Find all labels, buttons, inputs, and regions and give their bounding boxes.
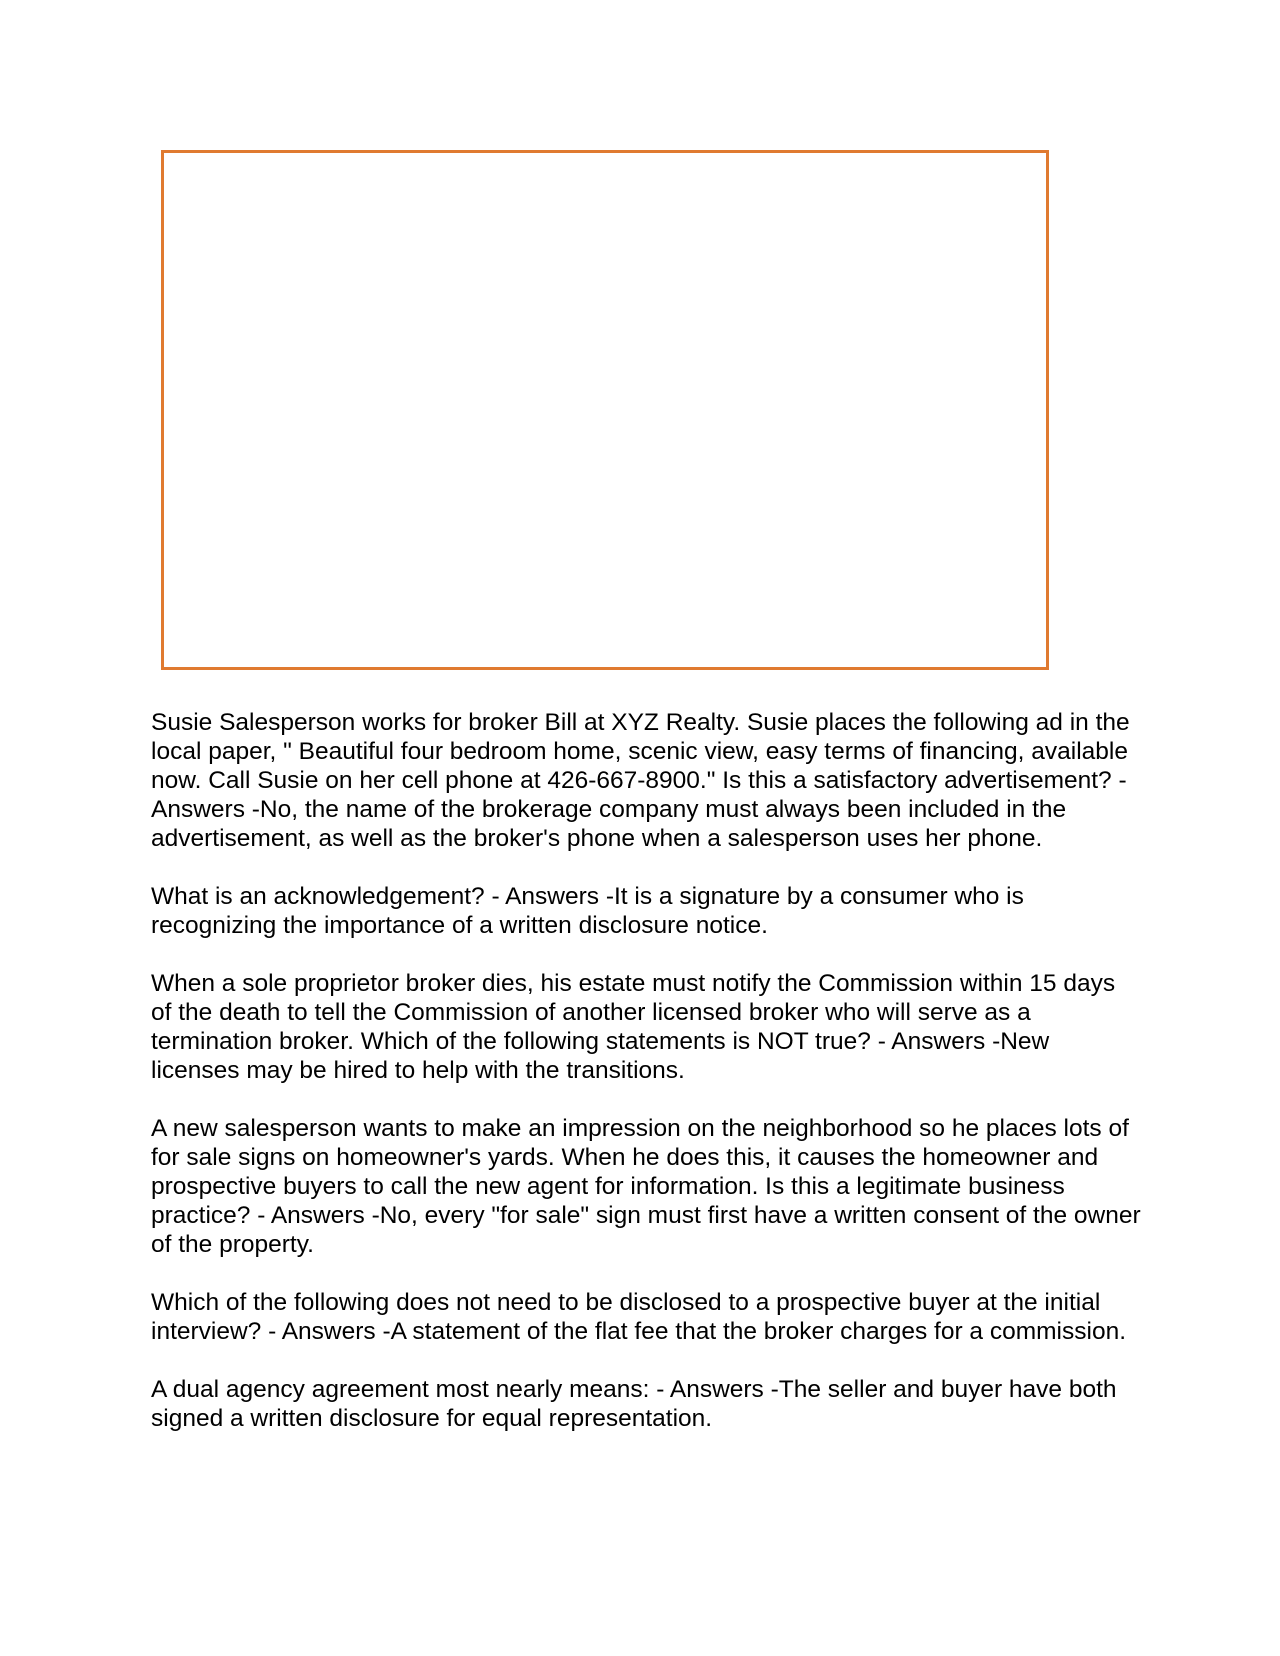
document-body <box>151 708 1141 1462</box>
qa-entry: When a sole proprietor broker dies, his estate must notify the Commission within 15 days of the death to tell the Commission of another licensed broker who will serve as a termination broker. Which of the following statements is NOT true? - Answers -New licenses may be hired to help with the transitions. <box>151 970 1116 1084</box>
image-placeholder-frame <box>161 150 1049 670</box>
qa-entry: A dual agency agreement most nearly means: - Answers -The seller and buyer have both signed a written disclosure for equal representation. <box>151 1376 1117 1432</box>
qa-entry: A new salesperson wants to make an impression on the neighborhood so he places lots of for sale signs on homeowner's yards. When he does this, it causes the homeowner and prospective buyers to call the new agent for information. Is this a legitimate business practice? - Answers -No, every "for sale" sign must first have a written consent of the owner of the property. <box>151 1115 1141 1258</box>
qa-entry: Which of the following does not need to be disclosed to a prospective buyer at the initial interview? - Answers -A statement of the flat fee that the broker charges for a commission. <box>151 1289 1126 1345</box>
qa-entry: What is an acknowledgement? - Answers -It is a signature by a consumer who is recognizing the importance of a written disclosure notice. <box>151 883 1024 939</box>
qa-entry: Susie Salesperson works for broker Bill at XYZ Realty. Susie places the following ad in the local paper, " Beautiful four bedroom home, scenic view, easy terms of financing, available now. Call Susie on her cell phone at 426-667-8900." Is this a satisfactory advertisement? - Answers -No, the name of the brokerage company must always been included in the advertisement, as well as the broker's phone when a salesperson uses her phone. <box>151 709 1130 852</box>
